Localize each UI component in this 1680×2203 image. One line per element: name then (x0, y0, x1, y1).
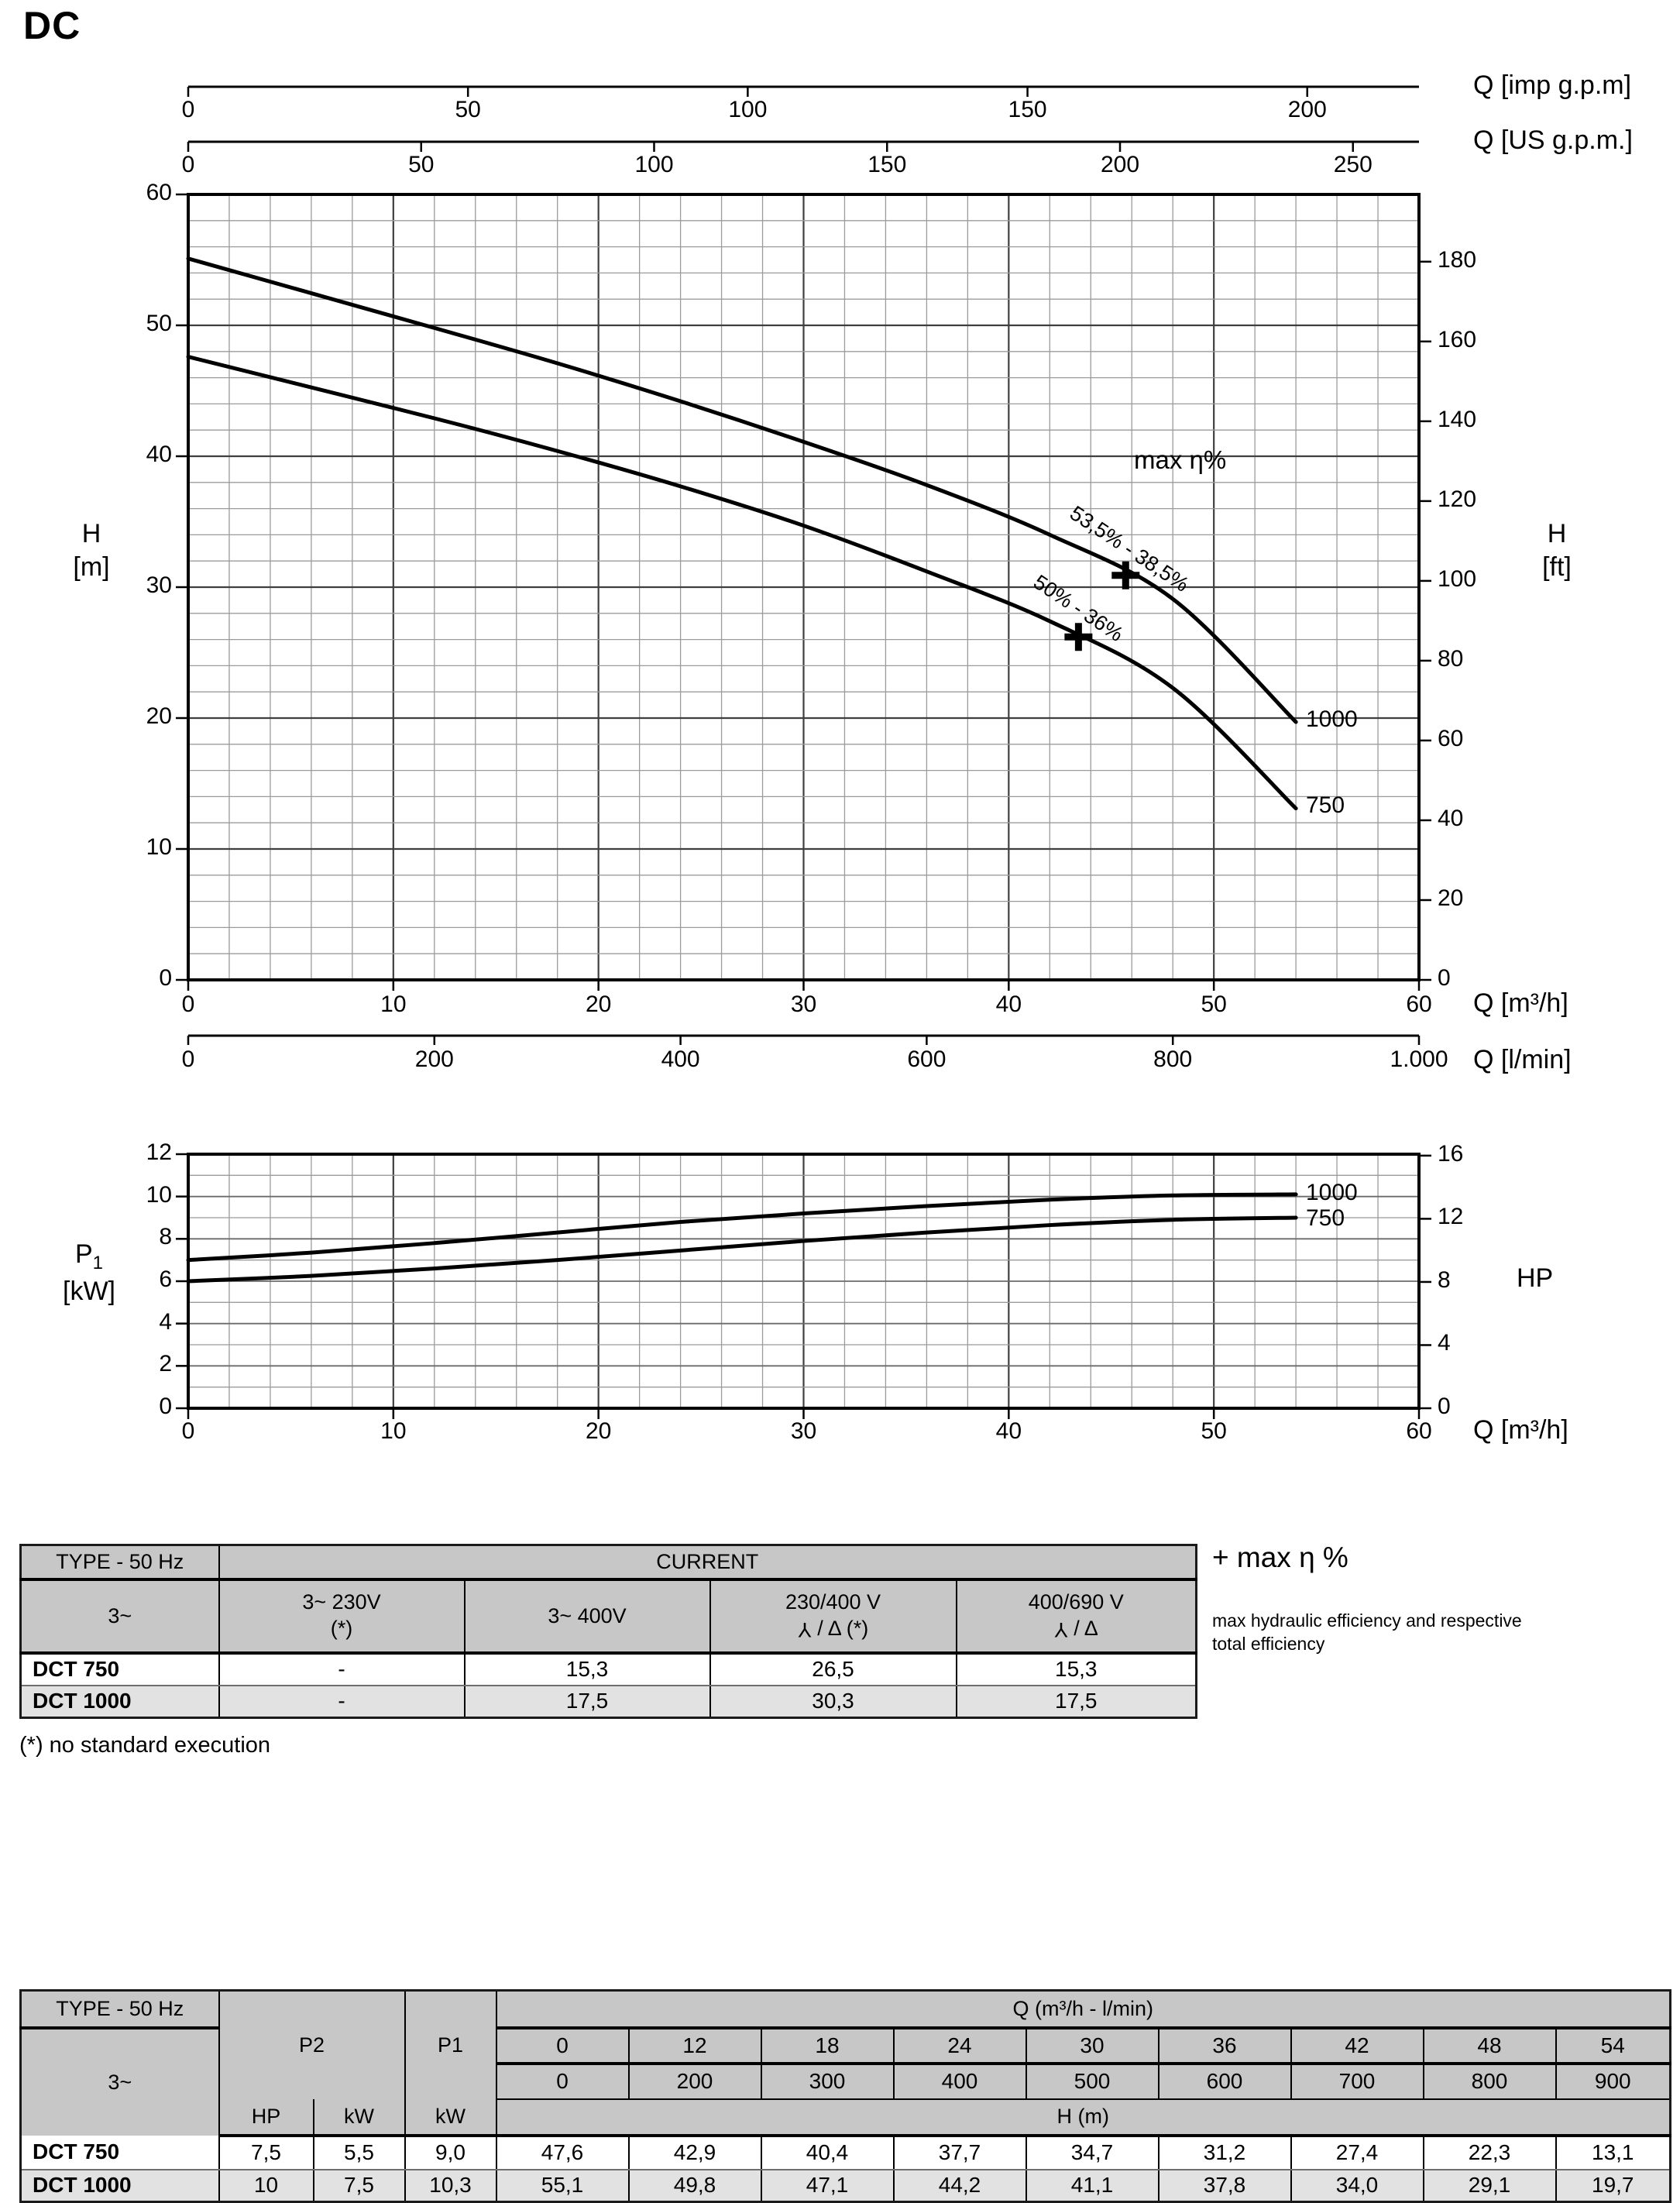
p1-kw-tick-label: 2 (159, 1351, 172, 1377)
q-lmin-value: 0 (496, 2064, 629, 2099)
curve-label-hq-750: 750 (1306, 792, 1345, 818)
h-m-tick-label: 10 (146, 834, 172, 860)
axis-label-us-gpm: Q [US g.p.m.] (1473, 125, 1633, 155)
q-m3h-power-tick-label: 40 (995, 1418, 1022, 1444)
p1-kw-value: 10,3 (405, 2170, 496, 2202)
axis-label-q-m3h-power: Q [m³/h] (1473, 1415, 1568, 1445)
q-lmin-value: 900 (1556, 2064, 1671, 2099)
us-gpm-tick-label: 0 (181, 152, 195, 177)
h-m-tick-label: 50 (146, 311, 172, 336)
table-row (21, 2136, 1671, 2170)
p2-unit-hp: HP (219, 2099, 314, 2136)
imp-gpm-tick-label: 50 (455, 97, 481, 122)
footnote: (*) no standard execution (19, 1733, 271, 1758)
p1-kw-tick-label: 0 (159, 1394, 172, 1419)
current-table-col-230-400v (710, 1579, 957, 1653)
axis-label-head-m-line2: [m] (73, 552, 110, 582)
q-lmin-value: 600 (1159, 2064, 1291, 2099)
col-230-400-line1: 230/400 V (785, 1590, 881, 1614)
current-value: 17,5 (957, 1686, 1197, 1718)
current-value: 26,5 (710, 1653, 957, 1686)
us-gpm-tick-label: 150 (867, 152, 907, 177)
max-efficiency-label: max η% (1134, 445, 1227, 474)
h-m-tick-label: 60 (146, 180, 172, 205)
current-table-phase: 3~ (21, 1579, 219, 1653)
head-value: 55,1 (496, 2170, 629, 2202)
curve-label-p1-1000: 1000 (1306, 1180, 1358, 1205)
p1-kw-tick-label: 6 (159, 1266, 172, 1292)
current-table-corner: TYPE - 50 Hz (21, 1545, 219, 1579)
q-lmin-tick-label: 0 (181, 1047, 195, 1072)
hp-tick-label: 8 (1438, 1266, 1451, 1293)
q-lmin-value: 700 (1291, 2064, 1424, 2099)
axis-label-kw: [kW] (63, 1276, 115, 1306)
p2-kw-value: 7,5 (314, 2170, 405, 2202)
q-m3h-value: 24 (894, 2028, 1026, 2064)
current-value: 30,3 (710, 1686, 957, 1718)
head-value: 44,2 (894, 2170, 1026, 2202)
p1-kw-tick-label: 8 (159, 1224, 172, 1250)
head-value: 19,7 (1556, 2170, 1671, 2202)
model-name: DCT 750 (21, 2136, 219, 2170)
q-m3h-value: 54 (1556, 2028, 1671, 2064)
p2-kw-value: 5,5 (314, 2136, 405, 2170)
current-table-col-230v (219, 1579, 465, 1653)
imp-gpm-tick-label: 150 (1008, 97, 1047, 122)
head-value: 41,1 (1026, 2170, 1159, 2202)
p1-kw-tick-label: 12 (146, 1139, 172, 1165)
col-230v-line2: (*) (330, 1617, 353, 1640)
q-m3h-value: 12 (629, 2028, 761, 2064)
imp-gpm-tick-label: 100 (728, 97, 768, 122)
axis-label-head-ft-line1: H (1547, 519, 1567, 548)
h-ft-tick-label: 20 (1438, 885, 1464, 911)
q-lmin-tick-label: 800 (1153, 1047, 1193, 1072)
head-value: 27,4 (1291, 2136, 1424, 2170)
q-m3h-tick-label: 40 (995, 992, 1022, 1017)
q-m3h-tick-label: 20 (585, 992, 612, 1017)
h-m-tick-label: 40 (146, 442, 172, 467)
axis-label-head-m (45, 517, 138, 583)
p1-kw-tick-label: 4 (159, 1308, 172, 1335)
q-lmin-tick-label: 1.000 (1390, 1047, 1448, 1072)
table-row (21, 2170, 1671, 2202)
axis-label-q-m3h: Q [m³/h] (1473, 988, 1568, 1018)
p1-curve-1000 (188, 1194, 1296, 1260)
us-gpm-tick-label: 250 (1333, 152, 1373, 177)
p2-unit-kw: kW (314, 2099, 405, 2136)
h-ft-tick-label: 140 (1438, 406, 1477, 432)
q-m3h-power-tick-label: 20 (585, 1418, 612, 1444)
p2-header: P2 (219, 1991, 405, 2099)
h-m-tick-label: 30 (146, 572, 172, 598)
q-m3h-power-tick-label: 30 (790, 1418, 817, 1444)
head-value: 40,4 (761, 2136, 894, 2170)
q-m3h-value: 30 (1026, 2028, 1159, 2064)
q-m3h-value: 48 (1424, 2028, 1556, 2064)
q-lmin-tick-label: 200 (414, 1047, 454, 1072)
efficiency-note-line2: total efficiency (1212, 1633, 1325, 1654)
q-lmin-tick-label: 600 (907, 1047, 947, 1072)
p1-kw-value: 9,0 (405, 2136, 496, 2170)
h-m-tick-label: 0 (159, 965, 172, 991)
model-name: DCT 1000 (21, 1686, 219, 1718)
head-value: 47,6 (496, 2136, 629, 2170)
q-m3h-value: 36 (1159, 2028, 1291, 2064)
table-row (21, 1653, 1197, 1686)
q-m3h-power-tick-label: 50 (1201, 1418, 1227, 1444)
q-m3h-tick-label: 0 (181, 992, 195, 1017)
efficiency-annotation-1000: 53,5% - 38,5% (1065, 501, 1194, 596)
current-table-group-header: CURRENT (219, 1545, 1197, 1579)
h-ft-tick-label: 80 (1438, 645, 1464, 672)
axis-label-p1-kw (31, 1238, 147, 1308)
axis-label-p1: $P_1$ (74, 1239, 104, 1273)
axis-label-q-lmin: Q [l/min] (1473, 1045, 1572, 1074)
h-ft-tick-label: 160 (1438, 326, 1477, 352)
current-table-col-400-690v (957, 1579, 1197, 1653)
q-lmin-value: 800 (1424, 2064, 1556, 2099)
curve-label-hq-1000: 1000 (1306, 706, 1358, 732)
current-table (19, 1544, 1197, 1719)
h-ft-tick-label: 0 (1438, 965, 1451, 991)
head-value: 37,8 (1159, 2170, 1291, 2202)
efficiency-note-text (1212, 1610, 1522, 1656)
axis-label-head-m-line1: H (81, 519, 101, 548)
q-lmin-value: 300 (761, 2064, 894, 2099)
curve-label-p1-750: 750 (1306, 1205, 1345, 1231)
h-ft-tick-label: 100 (1438, 565, 1477, 592)
page-title: DC (23, 4, 81, 47)
q-m3h-tick-label: 50 (1201, 992, 1227, 1017)
head-value: 22,3 (1424, 2136, 1556, 2170)
hq-curve-750 (188, 357, 1296, 809)
current-value: - (219, 1653, 465, 1686)
p1-header: P1 (405, 1991, 496, 2099)
col-400-690-line2: Y / Δ (1053, 1617, 1098, 1641)
us-gpm-tick-label: 50 (408, 152, 435, 177)
q-lmin-value: 500 (1026, 2064, 1159, 2099)
p1-kw-tick-label: 10 (146, 1181, 172, 1208)
q-lmin-value: 400 (894, 2064, 1026, 2099)
axis-label-hp: HP (1517, 1263, 1554, 1293)
p1-unit-kw: kW (405, 2099, 496, 2136)
head-value: 37,7 (894, 2136, 1026, 2170)
efficiency-note-title: + max η % (1212, 1541, 1348, 1573)
head-value: 29,1 (1424, 2170, 1556, 2202)
imp-gpm-tick-label: 0 (181, 97, 195, 122)
model-name: DCT 750 (21, 1653, 219, 1686)
p2-hp-value: 7,5 (219, 2136, 314, 2170)
h-ft-tick-label: 40 (1438, 805, 1464, 831)
head-value: 13,1 (1556, 2136, 1671, 2170)
q-m3h-power-tick-label: 0 (181, 1418, 195, 1444)
head-value: 49,8 (629, 2170, 761, 2202)
hp-tick-label: 0 (1438, 1394, 1451, 1419)
efficiency-note-line1: max hydraulic efficiency and respective (1212, 1610, 1522, 1631)
h-ft-tick-label: 180 (1438, 246, 1477, 273)
axis-label-imp-gpm: Q [imp g.p.m] (1473, 70, 1632, 100)
current-value: 15,3 (465, 1653, 710, 1686)
q-m3h-power-tick-label: 60 (1406, 1418, 1432, 1444)
h-group-header: H (m) (496, 2099, 1671, 2136)
q-m3h-value: 0 (496, 2028, 629, 2064)
q-lmin-tick-label: 400 (661, 1047, 700, 1072)
model-name: DCT 1000 (21, 2170, 219, 2202)
hp-tick-label: 12 (1438, 1204, 1464, 1230)
col-230v-line1: 3~ 230V (302, 1590, 381, 1614)
current-value: - (219, 1686, 465, 1718)
q-m3h-tick-label: 30 (790, 992, 817, 1017)
us-gpm-tick-label: 200 (1100, 152, 1140, 177)
axis-label-head-ft (1510, 517, 1603, 583)
performance-table (19, 1989, 1671, 2203)
axis-label-head-ft-line2: [ft] (1542, 552, 1572, 582)
h-m-tick-label: 20 (146, 703, 172, 729)
q-m3h-tick-label: 10 (380, 992, 407, 1017)
performance-table-corner: TYPE - 50 Hz (21, 1991, 219, 2028)
current-value: 17,5 (465, 1686, 710, 1718)
table-row (21, 1686, 1197, 1718)
head-value: 42,9 (629, 2136, 761, 2170)
current-table-col-400v: 3~ 400V (465, 1579, 710, 1653)
q-m3h-tick-label: 60 (1406, 992, 1432, 1017)
h-ft-tick-label: 60 (1438, 725, 1464, 751)
q-m3h-value: 42 (1291, 2028, 1424, 2064)
hp-tick-label: 16 (1438, 1140, 1464, 1167)
us-gpm-tick-label: 100 (634, 152, 674, 177)
q-m3h-value: 18 (761, 2028, 894, 2064)
col-400-690-line1: 400/690 V (1028, 1590, 1124, 1614)
performance-table-phase: 3~ (21, 2028, 219, 2136)
p2-hp-value: 10 (219, 2170, 314, 2202)
q-m3h-power-tick-label: 10 (380, 1418, 407, 1444)
current-value: 15,3 (957, 1653, 1197, 1686)
hp-tick-label: 4 (1438, 1330, 1451, 1356)
q-lmin-value: 200 (629, 2064, 761, 2099)
q-group-header: Q (m³/h - l/min) (496, 1991, 1671, 2028)
imp-gpm-tick-label: 200 (1287, 97, 1327, 122)
efficiency-annotation-750: 50% - 36% (1029, 570, 1128, 647)
head-value: 47,1 (761, 2170, 894, 2202)
hq-curve-1000 (188, 259, 1296, 722)
col-230-400-line2: Y / Δ (*) (797, 1617, 869, 1641)
h-ft-tick-label: 120 (1438, 486, 1477, 512)
head-value: 34,7 (1026, 2136, 1159, 2170)
head-value: 31,2 (1159, 2136, 1291, 2170)
head-value: 34,0 (1291, 2170, 1424, 2202)
